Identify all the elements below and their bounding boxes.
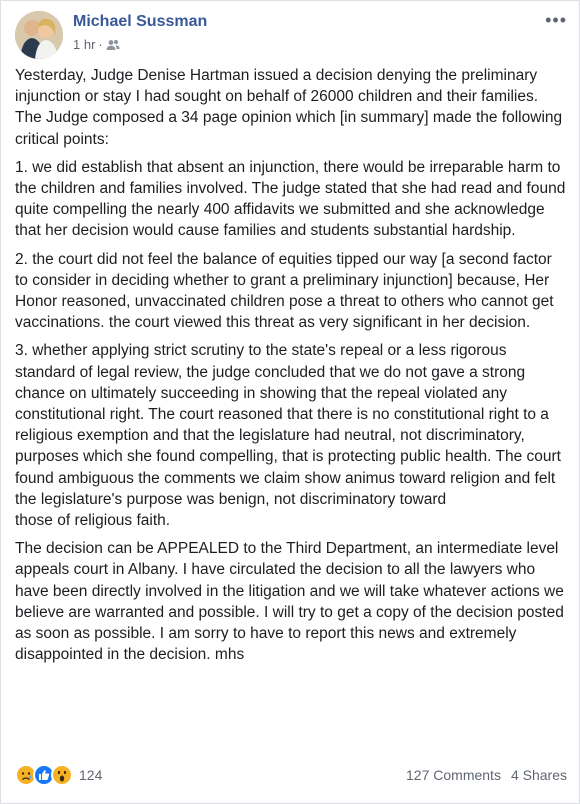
comments-count[interactable]: 127 Comments [406, 767, 501, 783]
paragraph-closing: The decision can be APPEALED to the Third Department, an intermediate level appeals court in Albany. I have circulated the decision to all the lawyers who have been directly involved in the litigation and we will take whatever actions we believe are warranted and possible. I will try to get a copy of the decision posted as soon as possible. I am sorry to have to report this news and extremely disappointed in the decision. mhs [15, 540, 564, 664]
author-avatar[interactable] [15, 11, 63, 59]
engagement-stats [406, 767, 567, 783]
paragraph-intro: Yesterday, Judge Denise Hartman issued a decision denying the preliminary injunction or stay I had sought on behalf of 26000 children and their families. The Judge composed a 34 page opinion which [in summary] made the following critical points: [15, 67, 563, 148]
paragraph-point-3 [15, 340, 567, 531]
post-header [15, 11, 567, 59]
paragraph-point-3-main: 3. whether applying strict scrutiny to the state's repeal or a less rigorous standard of legal review, the judge concluded that we do not gave a strong chance on ultimately succeeding in showing that the repeal violated any constitutional right. The court reasoned that there is no constitutional right to a religious exemption and that the legislature had neutral, not discriminatory, purposes which she found compelling, that is protecting public health. The court found ambiguous the comments we claim show animus toward religion and felt the legislature's purpose was benign, not discriminatory toward [15, 342, 561, 508]
more-options-icon[interactable]: ••• [545, 10, 567, 30]
reaction-count[interactable]: 124 [79, 767, 103, 783]
reactions-summary[interactable] [15, 764, 102, 786]
shares-count[interactable]: 4 Shares [510, 767, 567, 783]
post-meta [73, 37, 120, 52]
author-name[interactable]: Michael Sussman [73, 13, 208, 30]
paragraph-point-1: 1. we did establish that absent an injunction, there would be irreparable harm to the children and families involved. The judge stated that she had read and found quite compelling the nearly 400 affidavits we submitted and she acknowledge that her decision would cause families and students substantial hardship. [15, 158, 566, 240]
post-footer [15, 763, 567, 787]
wow-reaction-icon [51, 764, 73, 786]
post-body [15, 65, 567, 672]
paragraph-point-3-tail: those of religious faith. [15, 512, 171, 530]
meta-separator: · [98, 37, 103, 52]
post-time[interactable]: 1 hr [73, 37, 96, 52]
friends-icon[interactable] [106, 39, 120, 51]
paragraph-point-2: 2. the court did not feel the balance of equities tipped our way [a second factor to consider in deciding whether to grant a preliminary injunction] because, Her Honor reasoned, unvaccinated children pose a threat to others who cannot get vaccinations. the court viewed this threat as very significant in her decision. [15, 250, 554, 332]
avatar-photo [15, 11, 63, 59]
